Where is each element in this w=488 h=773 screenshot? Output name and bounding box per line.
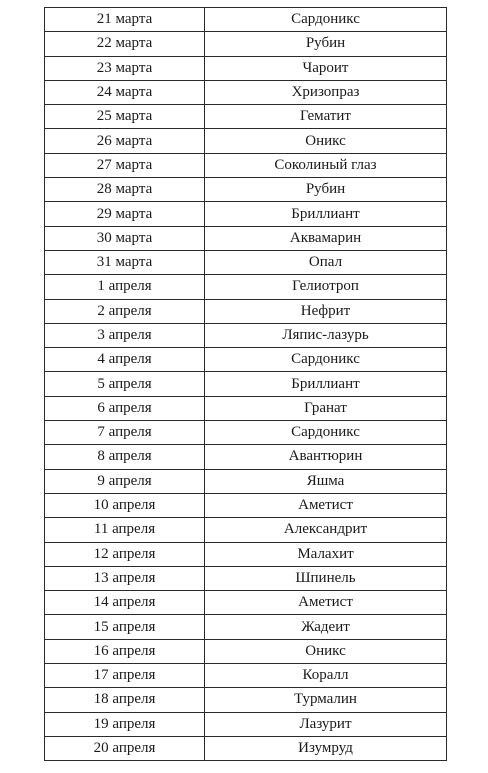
date-cell: 5 апреля <box>45 372 205 396</box>
stone-cell: Ляпис-лазурь <box>205 323 447 347</box>
date-cell: 14 апреля <box>45 591 205 615</box>
table-row <box>45 56 447 80</box>
date-cell: 17 апреля <box>45 664 205 688</box>
stone-cell: Гранат <box>205 396 447 420</box>
stone-cell: Сардоникс <box>205 348 447 372</box>
stone-cell: Чароит <box>205 56 447 80</box>
stone-cell: Аметист <box>205 493 447 517</box>
date-cell: 31 марта <box>45 250 205 274</box>
stone-cell: Сардоникс <box>205 8 447 32</box>
table-row <box>45 421 447 445</box>
date-cell: 1 апреля <box>45 275 205 299</box>
table-body <box>45 8 447 761</box>
stone-cell: Бриллиант <box>205 202 447 226</box>
date-cell: 12 апреля <box>45 542 205 566</box>
table-row <box>45 323 447 347</box>
stone-cell: Оникс <box>205 639 447 663</box>
date-cell: 11 апреля <box>45 518 205 542</box>
table-row <box>45 493 447 517</box>
date-cell: 15 апреля <box>45 615 205 639</box>
date-cell: 4 апреля <box>45 348 205 372</box>
date-cell: 8 апреля <box>45 445 205 469</box>
table-row <box>45 202 447 226</box>
date-cell: 21 марта <box>45 8 205 32</box>
date-cell: 9 апреля <box>45 469 205 493</box>
table-row <box>45 639 447 663</box>
date-cell: 18 апреля <box>45 688 205 712</box>
stone-cell: Рубин <box>205 178 447 202</box>
table-row <box>45 299 447 323</box>
birthstone-table <box>44 7 447 761</box>
table-row <box>45 396 447 420</box>
stone-cell: Оникс <box>205 129 447 153</box>
table-row <box>45 566 447 590</box>
table-row <box>45 542 447 566</box>
stone-cell: Гематит <box>205 105 447 129</box>
stone-cell: Опал <box>205 250 447 274</box>
date-cell: 20 апреля <box>45 736 205 760</box>
table-row <box>45 688 447 712</box>
stone-cell: Сардоникс <box>205 421 447 445</box>
date-cell: 10 апреля <box>45 493 205 517</box>
table-row <box>45 372 447 396</box>
stone-cell: Шпинель <box>205 566 447 590</box>
date-cell: 25 марта <box>45 105 205 129</box>
table-row <box>45 469 447 493</box>
table-row <box>45 8 447 32</box>
stone-cell: Лазурит <box>205 712 447 736</box>
stone-cell: Бриллиант <box>205 372 447 396</box>
stone-cell: Аметист <box>205 591 447 615</box>
stone-cell: Турмалин <box>205 688 447 712</box>
table-row <box>45 250 447 274</box>
table-row <box>45 591 447 615</box>
stone-cell: Малахит <box>205 542 447 566</box>
table-row <box>45 518 447 542</box>
date-cell: 19 апреля <box>45 712 205 736</box>
date-cell: 2 апреля <box>45 299 205 323</box>
table-row <box>45 80 447 104</box>
stone-cell: Рубин <box>205 32 447 56</box>
table-row <box>45 32 447 56</box>
stone-cell: Яшма <box>205 469 447 493</box>
stone-cell: Соколиный глаз <box>205 153 447 177</box>
birthstone-table-container <box>44 7 446 761</box>
stone-cell: Авантюрин <box>205 445 447 469</box>
date-cell: 6 апреля <box>45 396 205 420</box>
table-row <box>45 664 447 688</box>
table-row <box>45 736 447 760</box>
table-row <box>45 615 447 639</box>
date-cell: 23 марта <box>45 56 205 80</box>
table-row <box>45 712 447 736</box>
date-cell: 22 марта <box>45 32 205 56</box>
stone-cell: Изумруд <box>205 736 447 760</box>
date-cell: 16 апреля <box>45 639 205 663</box>
stone-cell: Хризопраз <box>205 80 447 104</box>
table-row <box>45 105 447 129</box>
table-row <box>45 226 447 250</box>
date-cell: 27 марта <box>45 153 205 177</box>
stone-cell: Аквамарин <box>205 226 447 250</box>
date-cell: 24 марта <box>45 80 205 104</box>
table-row <box>45 178 447 202</box>
date-cell: 28 марта <box>45 178 205 202</box>
table-row <box>45 348 447 372</box>
stone-cell: Гелиотроп <box>205 275 447 299</box>
stone-cell: Нефрит <box>205 299 447 323</box>
date-cell: 29 марта <box>45 202 205 226</box>
date-cell: 13 апреля <box>45 566 205 590</box>
table-row <box>45 153 447 177</box>
table-row <box>45 275 447 299</box>
date-cell: 3 апреля <box>45 323 205 347</box>
date-cell: 30 марта <box>45 226 205 250</box>
date-cell: 26 марта <box>45 129 205 153</box>
table-row <box>45 129 447 153</box>
date-cell: 7 апреля <box>45 421 205 445</box>
stone-cell: Александрит <box>205 518 447 542</box>
table-row <box>45 445 447 469</box>
stone-cell: Жадеит <box>205 615 447 639</box>
stone-cell: Коралл <box>205 664 447 688</box>
